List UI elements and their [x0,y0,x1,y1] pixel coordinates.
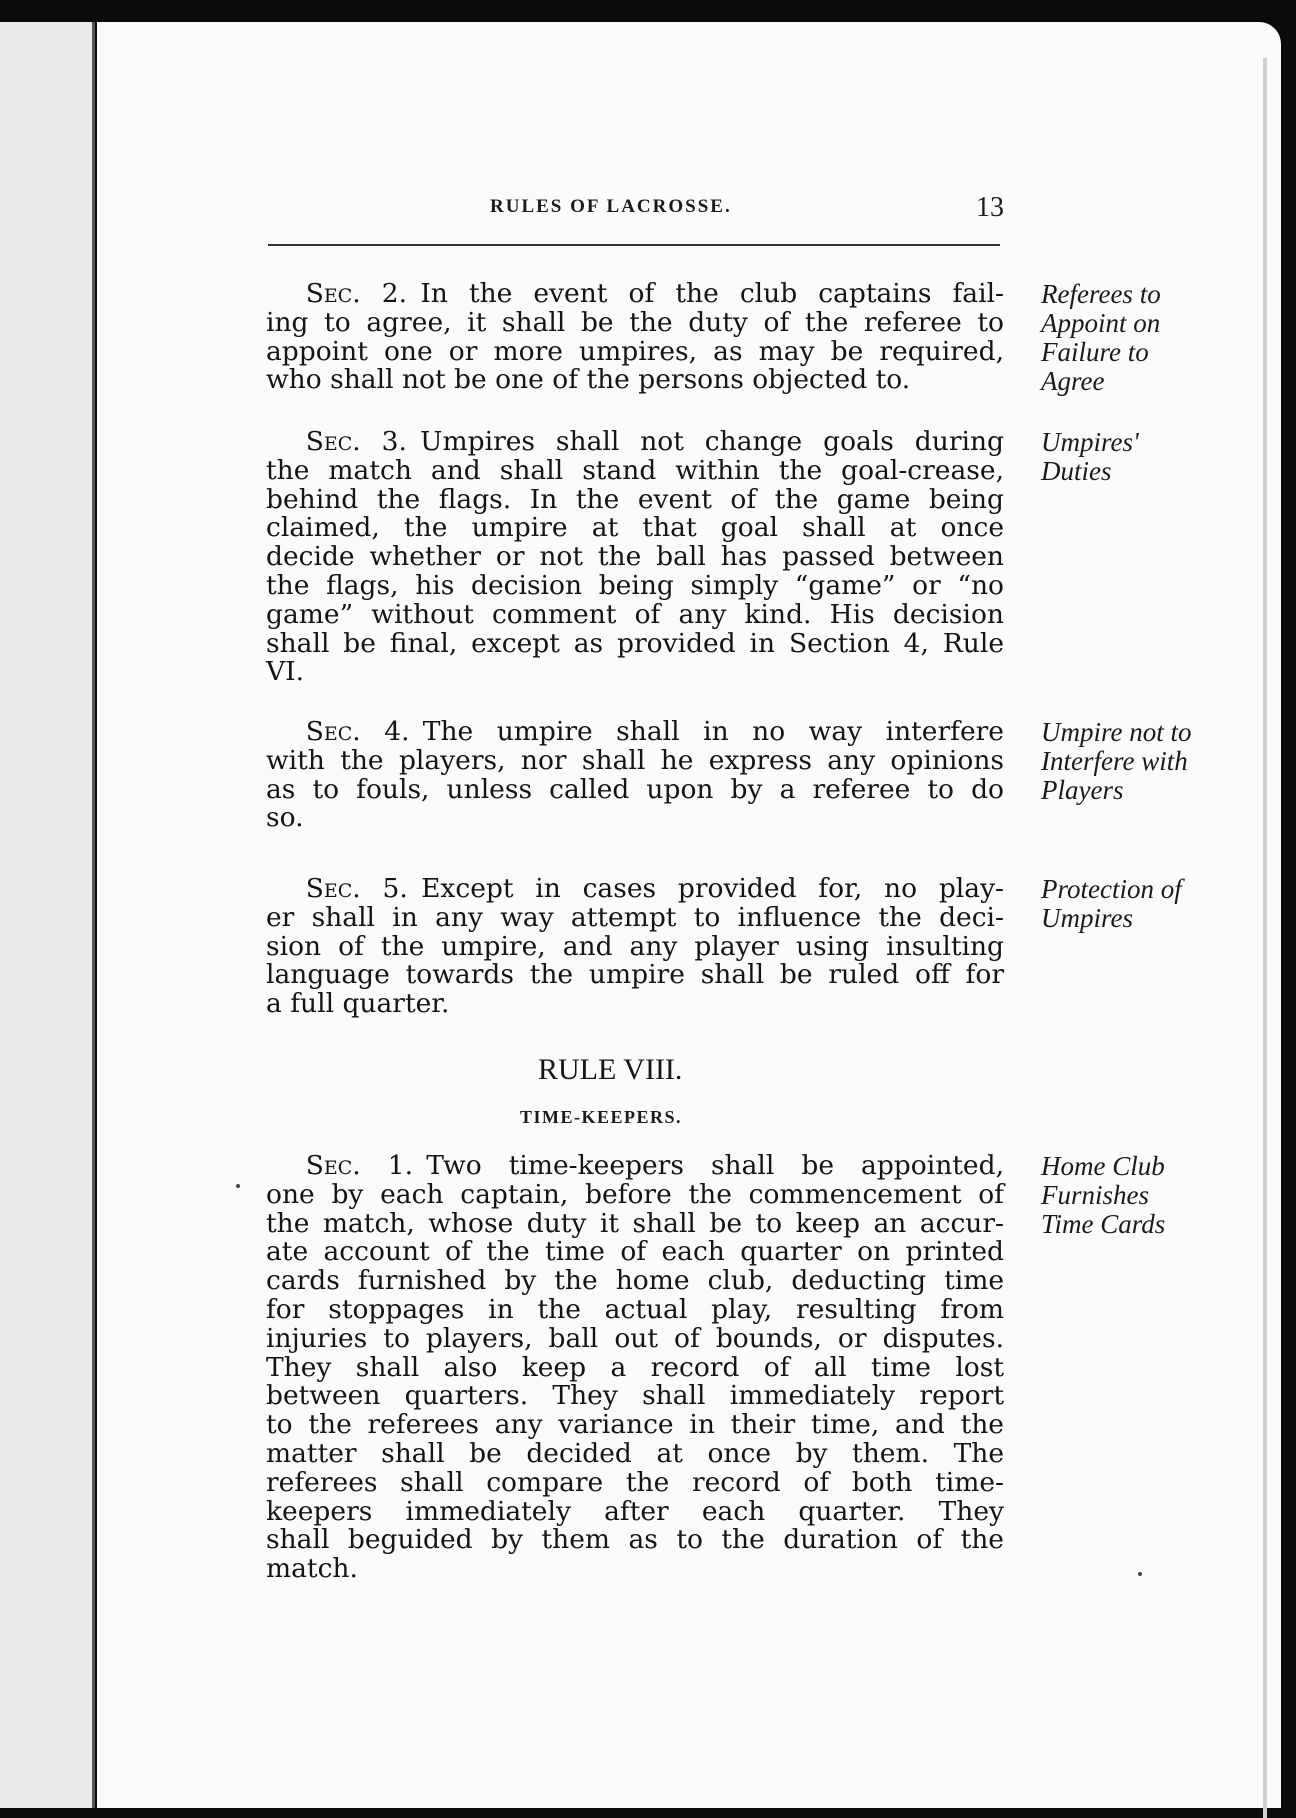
margin-note-time-cards: Home Club Furnishes Time Cards [1041,1151,1166,1239]
section-line: who shall not be one of the persons objected to. [266,364,911,396]
section-line: shall beguided by them as to the duration of the [266,1524,1004,1556]
section-line: keepers immediately after each quarter. They [266,1495,1004,1527]
section-line: with the players, nor shall he express any opinions [266,744,1004,776]
margin-note-umpire-not-interfere: Umpire not to Interfere with Players [1041,717,1192,805]
section-line: ing to agree, it shall be the duty of the referee to [266,306,1004,338]
section-line: Sec. 5. Except in cases provided for, no play- [305,873,1004,904]
rule-subheading: TIME-KEEPERS. [520,1107,683,1127]
section-line: game” without comment of any kind. His decision [266,598,1004,630]
section-line: VI. [266,656,305,688]
section-label: Sec. 5. [305,873,408,904]
scan-speck [1138,1572,1142,1576]
page-number: 13 [976,192,1004,223]
section-line: a full quarter. [266,988,450,1020]
section-3 [266,428,1004,687]
section-line: shall be final, except as provided in Section 4, Rule [266,627,1004,659]
section-line: injuries to players, ball out of bounds, or disputes. [266,1322,1004,1354]
section-5 [266,875,1004,1019]
section-line: as to fouls, unless called upon by a referee to do [266,773,1004,805]
section-line: so. [266,802,304,834]
section-line: one by each captain, before the commencement of [266,1178,1004,1210]
section-line: sion of the umpire, and any player using insulting [266,930,1004,962]
margin-note-umpires-duties: Umpires' Duties [1041,427,1139,486]
section-line: the flags, his decision being simply “game” or “no [266,569,1004,601]
section-2 [266,280,1004,395]
section-line: er shall in any way attempt to influence the deci- [266,901,1004,933]
section-line: Sec. 2. In the event of the club captains fail- [305,278,1004,309]
section-label: Sec. 1. [305,1150,414,1181]
section-line: the match, whose duty it shall be to keep an accur- [266,1207,1004,1239]
section-label: Sec. 4. [305,716,410,747]
section-line: the match and shall stand within the goal-crease, [266,454,1004,486]
section-line: between quarters. They shall immediately report [266,1380,1004,1412]
section-line: Sec. 4. The umpire shall in no way interfere [305,716,1004,747]
section-line: ate account of the time of each quarter on printed [266,1236,1004,1268]
section-label: Sec. 2. [305,278,408,309]
section-line: decide whether or not the ball has passed between [266,541,1004,573]
page-fore-edge [1263,58,1267,1818]
margin-note-protection-of-umpires: Protection of Umpires [1041,874,1182,933]
section-line: They shall also keep a record of all time lost [266,1351,1004,1383]
section-line: cards furnished by the home club, deducting time [266,1265,1004,1297]
section-label: Sec. 3. [305,426,407,457]
section-line: for stoppages in the actual play, resulting from [266,1293,1004,1325]
rule-heading: RULE VIII. [538,1053,683,1086]
scan-speck [236,1184,240,1188]
section-line: match. [266,1553,358,1585]
section-line: language towards the umpire shall be ruled off for [266,959,1004,991]
header-rule [268,244,1000,246]
section-line: to the referees any variance in their time, and the [266,1409,1004,1441]
section-line: claimed, the umpire at that goal shall at once [266,512,1004,544]
section-line: behind the flags. In the event of the game being [266,483,1004,515]
section-4 [266,718,1004,833]
section-line: matter shall be decided at once by them. The [266,1437,1004,1469]
rule-8-section-1 [266,1152,1004,1584]
section-line: Sec. 3. Umpires shall not change goals during [305,426,1004,457]
section-line: appoint one or more umpires, as may be required, [266,335,1004,367]
margin-note-referees: Referees to Appoint on Failure to Agree [1041,279,1161,396]
running-title: RULES OF LACROSSE. [490,196,732,217]
section-line: Sec. 1. Two time-keepers shall be appointed, [305,1150,1004,1181]
section-line: referees shall compare the record of both time- [266,1466,1004,1498]
facing-page-edge [0,22,95,1808]
